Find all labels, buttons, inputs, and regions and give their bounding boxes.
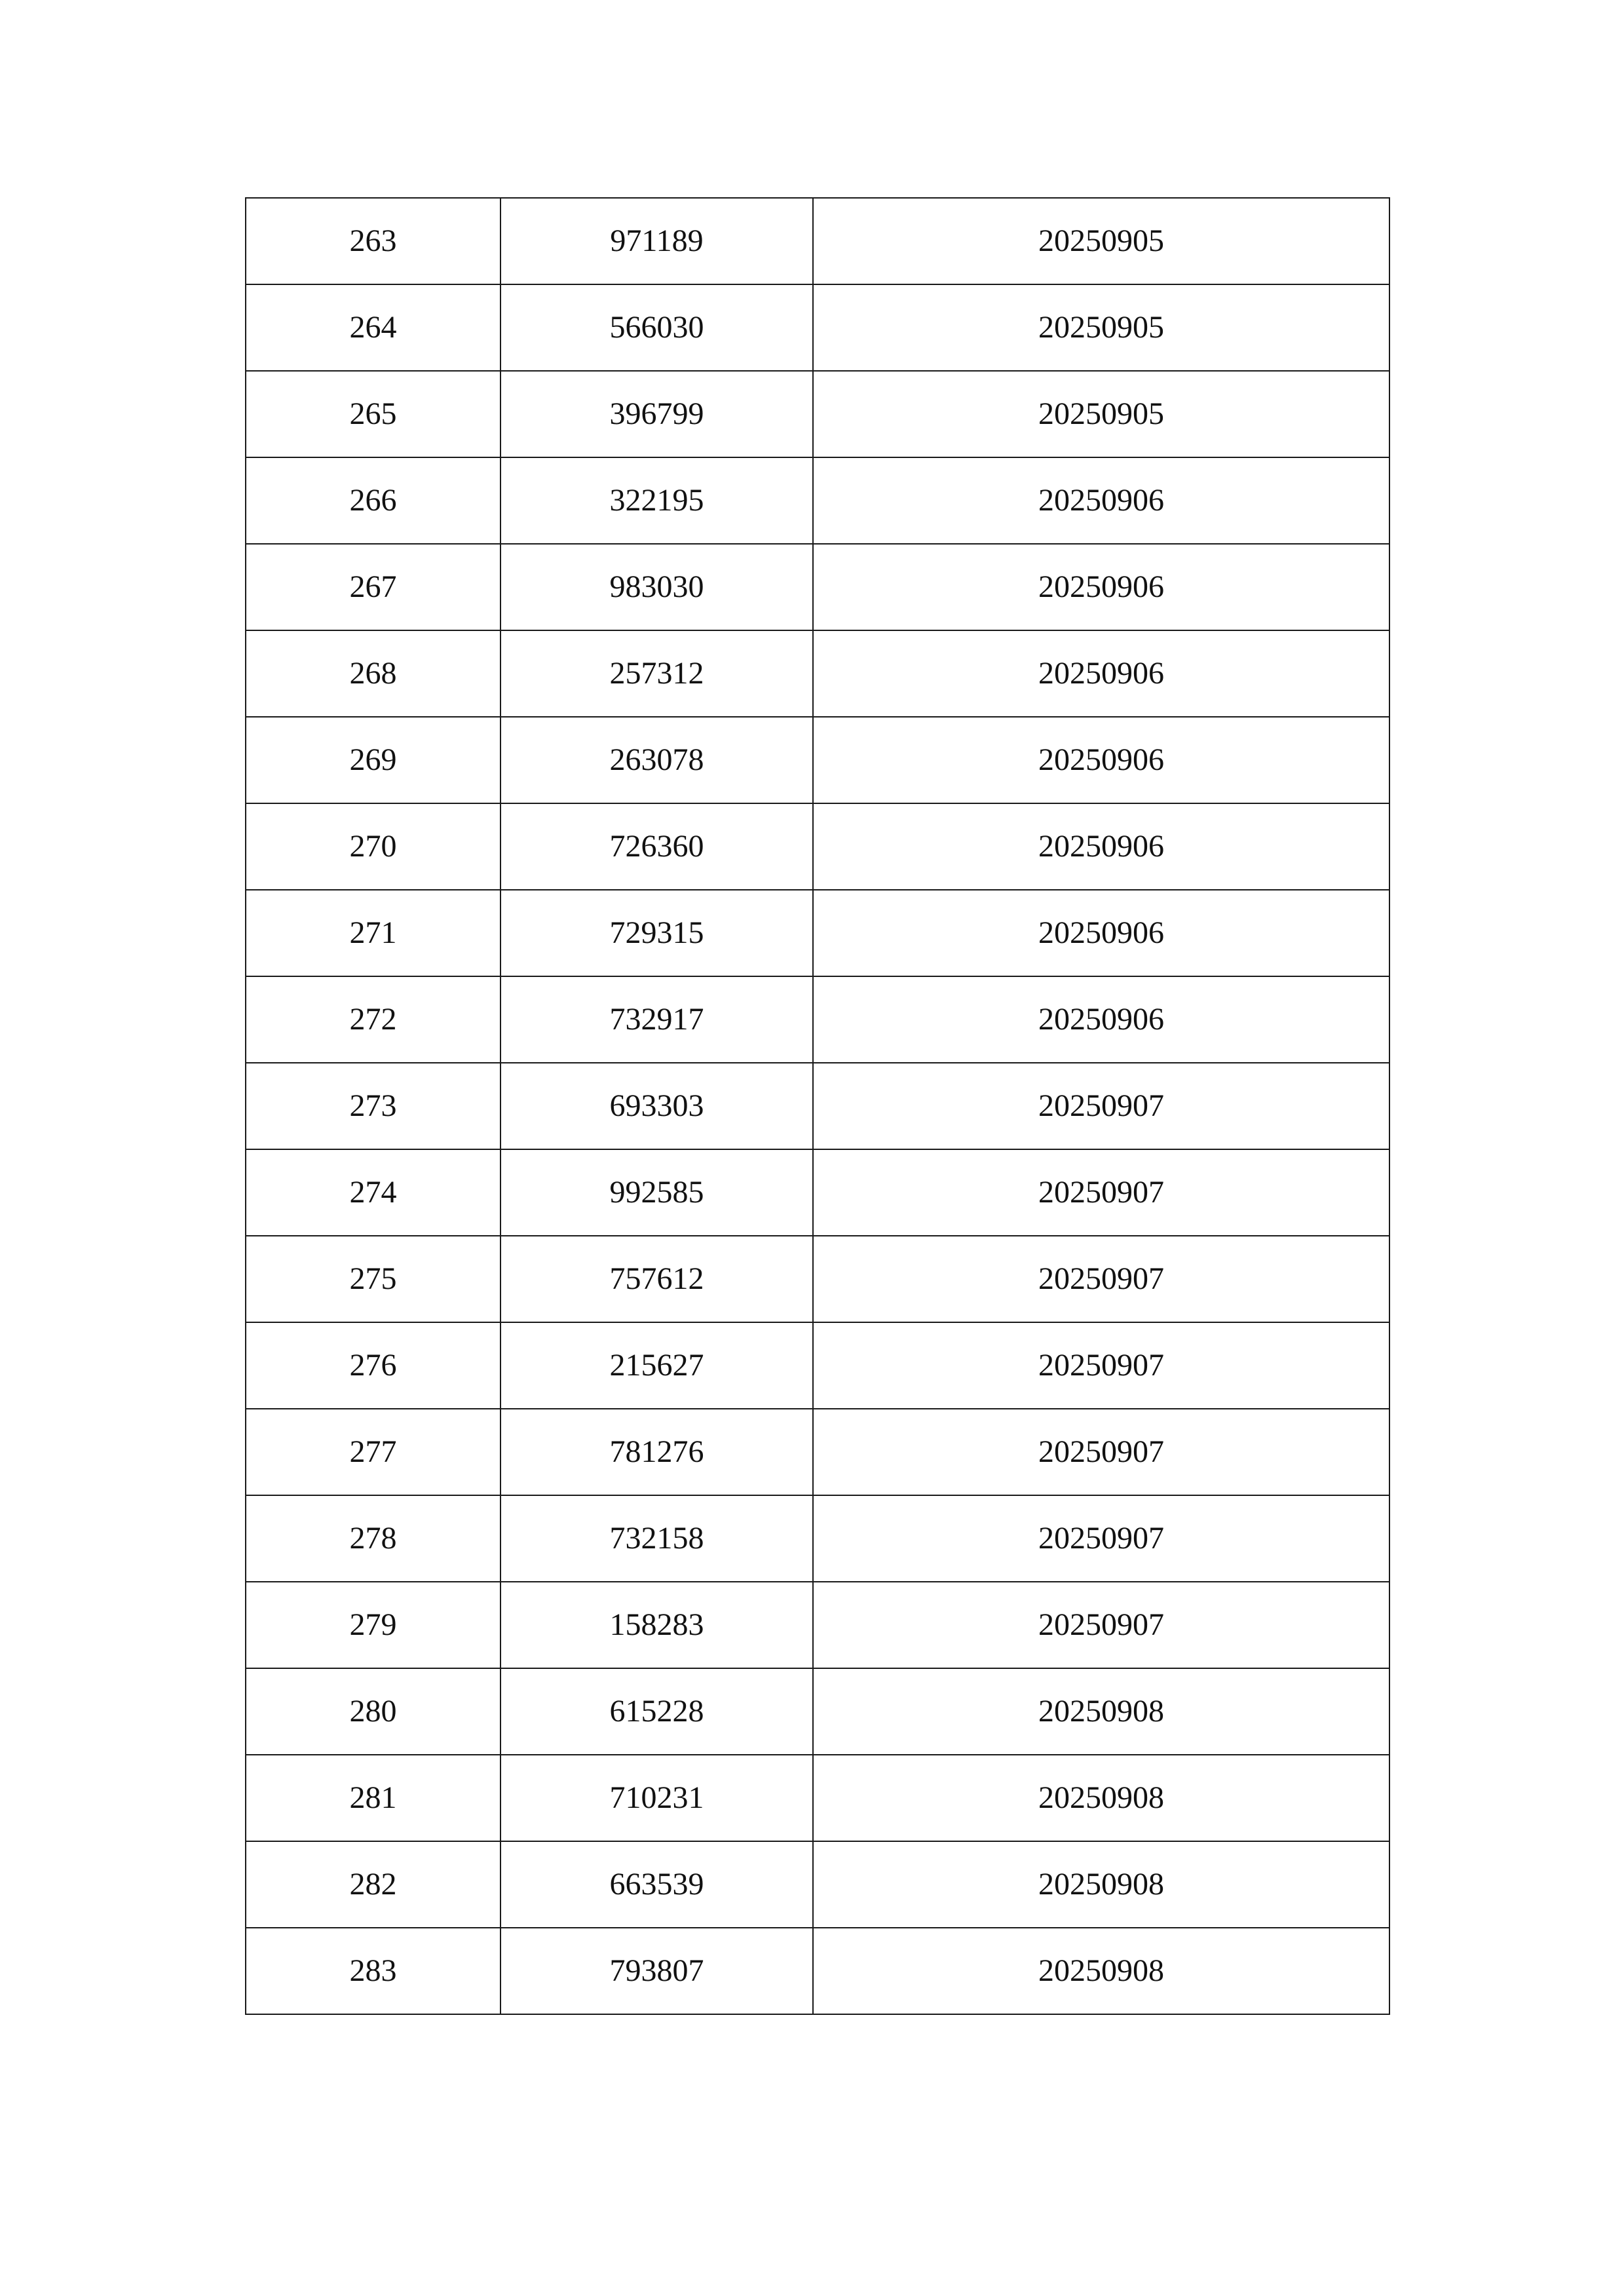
date-cell: 20250906: [813, 803, 1389, 890]
code-cell: 215627: [500, 1322, 813, 1409]
code-cell: 983030: [500, 544, 813, 630]
table-row: [246, 630, 1389, 717]
row-number-cell: 270: [246, 803, 500, 890]
row-number-cell: 279: [246, 1582, 500, 1668]
date-cell: 20250907: [813, 1149, 1389, 1236]
date-cell: 20250905: [813, 284, 1389, 371]
row-number-cell: 267: [246, 544, 500, 630]
row-number-cell: 277: [246, 1409, 500, 1495]
code-cell: 322195: [500, 457, 813, 544]
code-cell: 732917: [500, 976, 813, 1063]
date-cell: 20250907: [813, 1495, 1389, 1582]
date-cell: 20250907: [813, 1236, 1389, 1322]
row-number-cell: 264: [246, 284, 500, 371]
table-row: [246, 1322, 1389, 1409]
code-cell: 396799: [500, 371, 813, 457]
date-cell: 20250906: [813, 976, 1389, 1063]
table-row: [246, 1409, 1389, 1495]
date-cell: 20250906: [813, 717, 1389, 803]
code-cell: 263078: [500, 717, 813, 803]
code-cell: 729315: [500, 890, 813, 976]
table-row: [246, 1841, 1389, 1928]
row-number-cell: 275: [246, 1236, 500, 1322]
row-number-cell: 276: [246, 1322, 500, 1409]
table-row: [246, 1928, 1389, 2014]
date-cell: 20250906: [813, 890, 1389, 976]
code-cell: 158283: [500, 1582, 813, 1668]
code-cell: 971189: [500, 198, 813, 284]
date-cell: 20250907: [813, 1063, 1389, 1149]
row-number-cell: 281: [246, 1755, 500, 1841]
date-cell: 20250908: [813, 1928, 1389, 2014]
date-cell: 20250907: [813, 1322, 1389, 1409]
table-row: [246, 803, 1389, 890]
date-cell: 20250908: [813, 1755, 1389, 1841]
table-row: [246, 1668, 1389, 1755]
table-row: [246, 371, 1389, 457]
code-cell: 732158: [500, 1495, 813, 1582]
row-number-cell: 268: [246, 630, 500, 717]
date-cell: 20250905: [813, 371, 1389, 457]
date-cell: 20250905: [813, 198, 1389, 284]
table-row: [246, 1063, 1389, 1149]
date-cell: 20250906: [813, 544, 1389, 630]
date-cell: 20250908: [813, 1841, 1389, 1928]
table-row: [246, 976, 1389, 1063]
table-row: [246, 890, 1389, 976]
row-number-cell: 280: [246, 1668, 500, 1755]
table-row: [246, 1582, 1389, 1668]
code-cell: 757612: [500, 1236, 813, 1322]
row-number-cell: 283: [246, 1928, 500, 2014]
date-cell: 20250908: [813, 1668, 1389, 1755]
code-cell: 663539: [500, 1841, 813, 1928]
code-cell: 726360: [500, 803, 813, 890]
table-row: [246, 544, 1389, 630]
table-row: [246, 198, 1389, 284]
date-cell: 20250907: [813, 1582, 1389, 1668]
code-cell: 615228: [500, 1668, 813, 1755]
row-number-cell: 274: [246, 1149, 500, 1236]
row-number-cell: 269: [246, 717, 500, 803]
row-number-cell: 273: [246, 1063, 500, 1149]
row-number-cell: 272: [246, 976, 500, 1063]
row-number-cell: 282: [246, 1841, 500, 1928]
table-row: [246, 1755, 1389, 1841]
table-row: [246, 717, 1389, 803]
code-cell: 693303: [500, 1063, 813, 1149]
table-row: [246, 1236, 1389, 1322]
row-number-cell: 265: [246, 371, 500, 457]
row-number-cell: 263: [246, 198, 500, 284]
table-row: [246, 457, 1389, 544]
date-cell: 20250907: [813, 1409, 1389, 1495]
code-cell: 257312: [500, 630, 813, 717]
data-table: [245, 197, 1390, 2015]
date-cell: 20250906: [813, 630, 1389, 717]
table-row: [246, 1149, 1389, 1236]
row-number-cell: 278: [246, 1495, 500, 1582]
row-number-cell: 266: [246, 457, 500, 544]
row-number-cell: 271: [246, 890, 500, 976]
code-cell: 992585: [500, 1149, 813, 1236]
code-cell: 781276: [500, 1409, 813, 1495]
table-row: [246, 1495, 1389, 1582]
code-cell: 566030: [500, 284, 813, 371]
code-cell: 710231: [500, 1755, 813, 1841]
code-cell: 793807: [500, 1928, 813, 2014]
table-body: [246, 198, 1389, 2014]
date-cell: 20250906: [813, 457, 1389, 544]
table-row: [246, 284, 1389, 371]
